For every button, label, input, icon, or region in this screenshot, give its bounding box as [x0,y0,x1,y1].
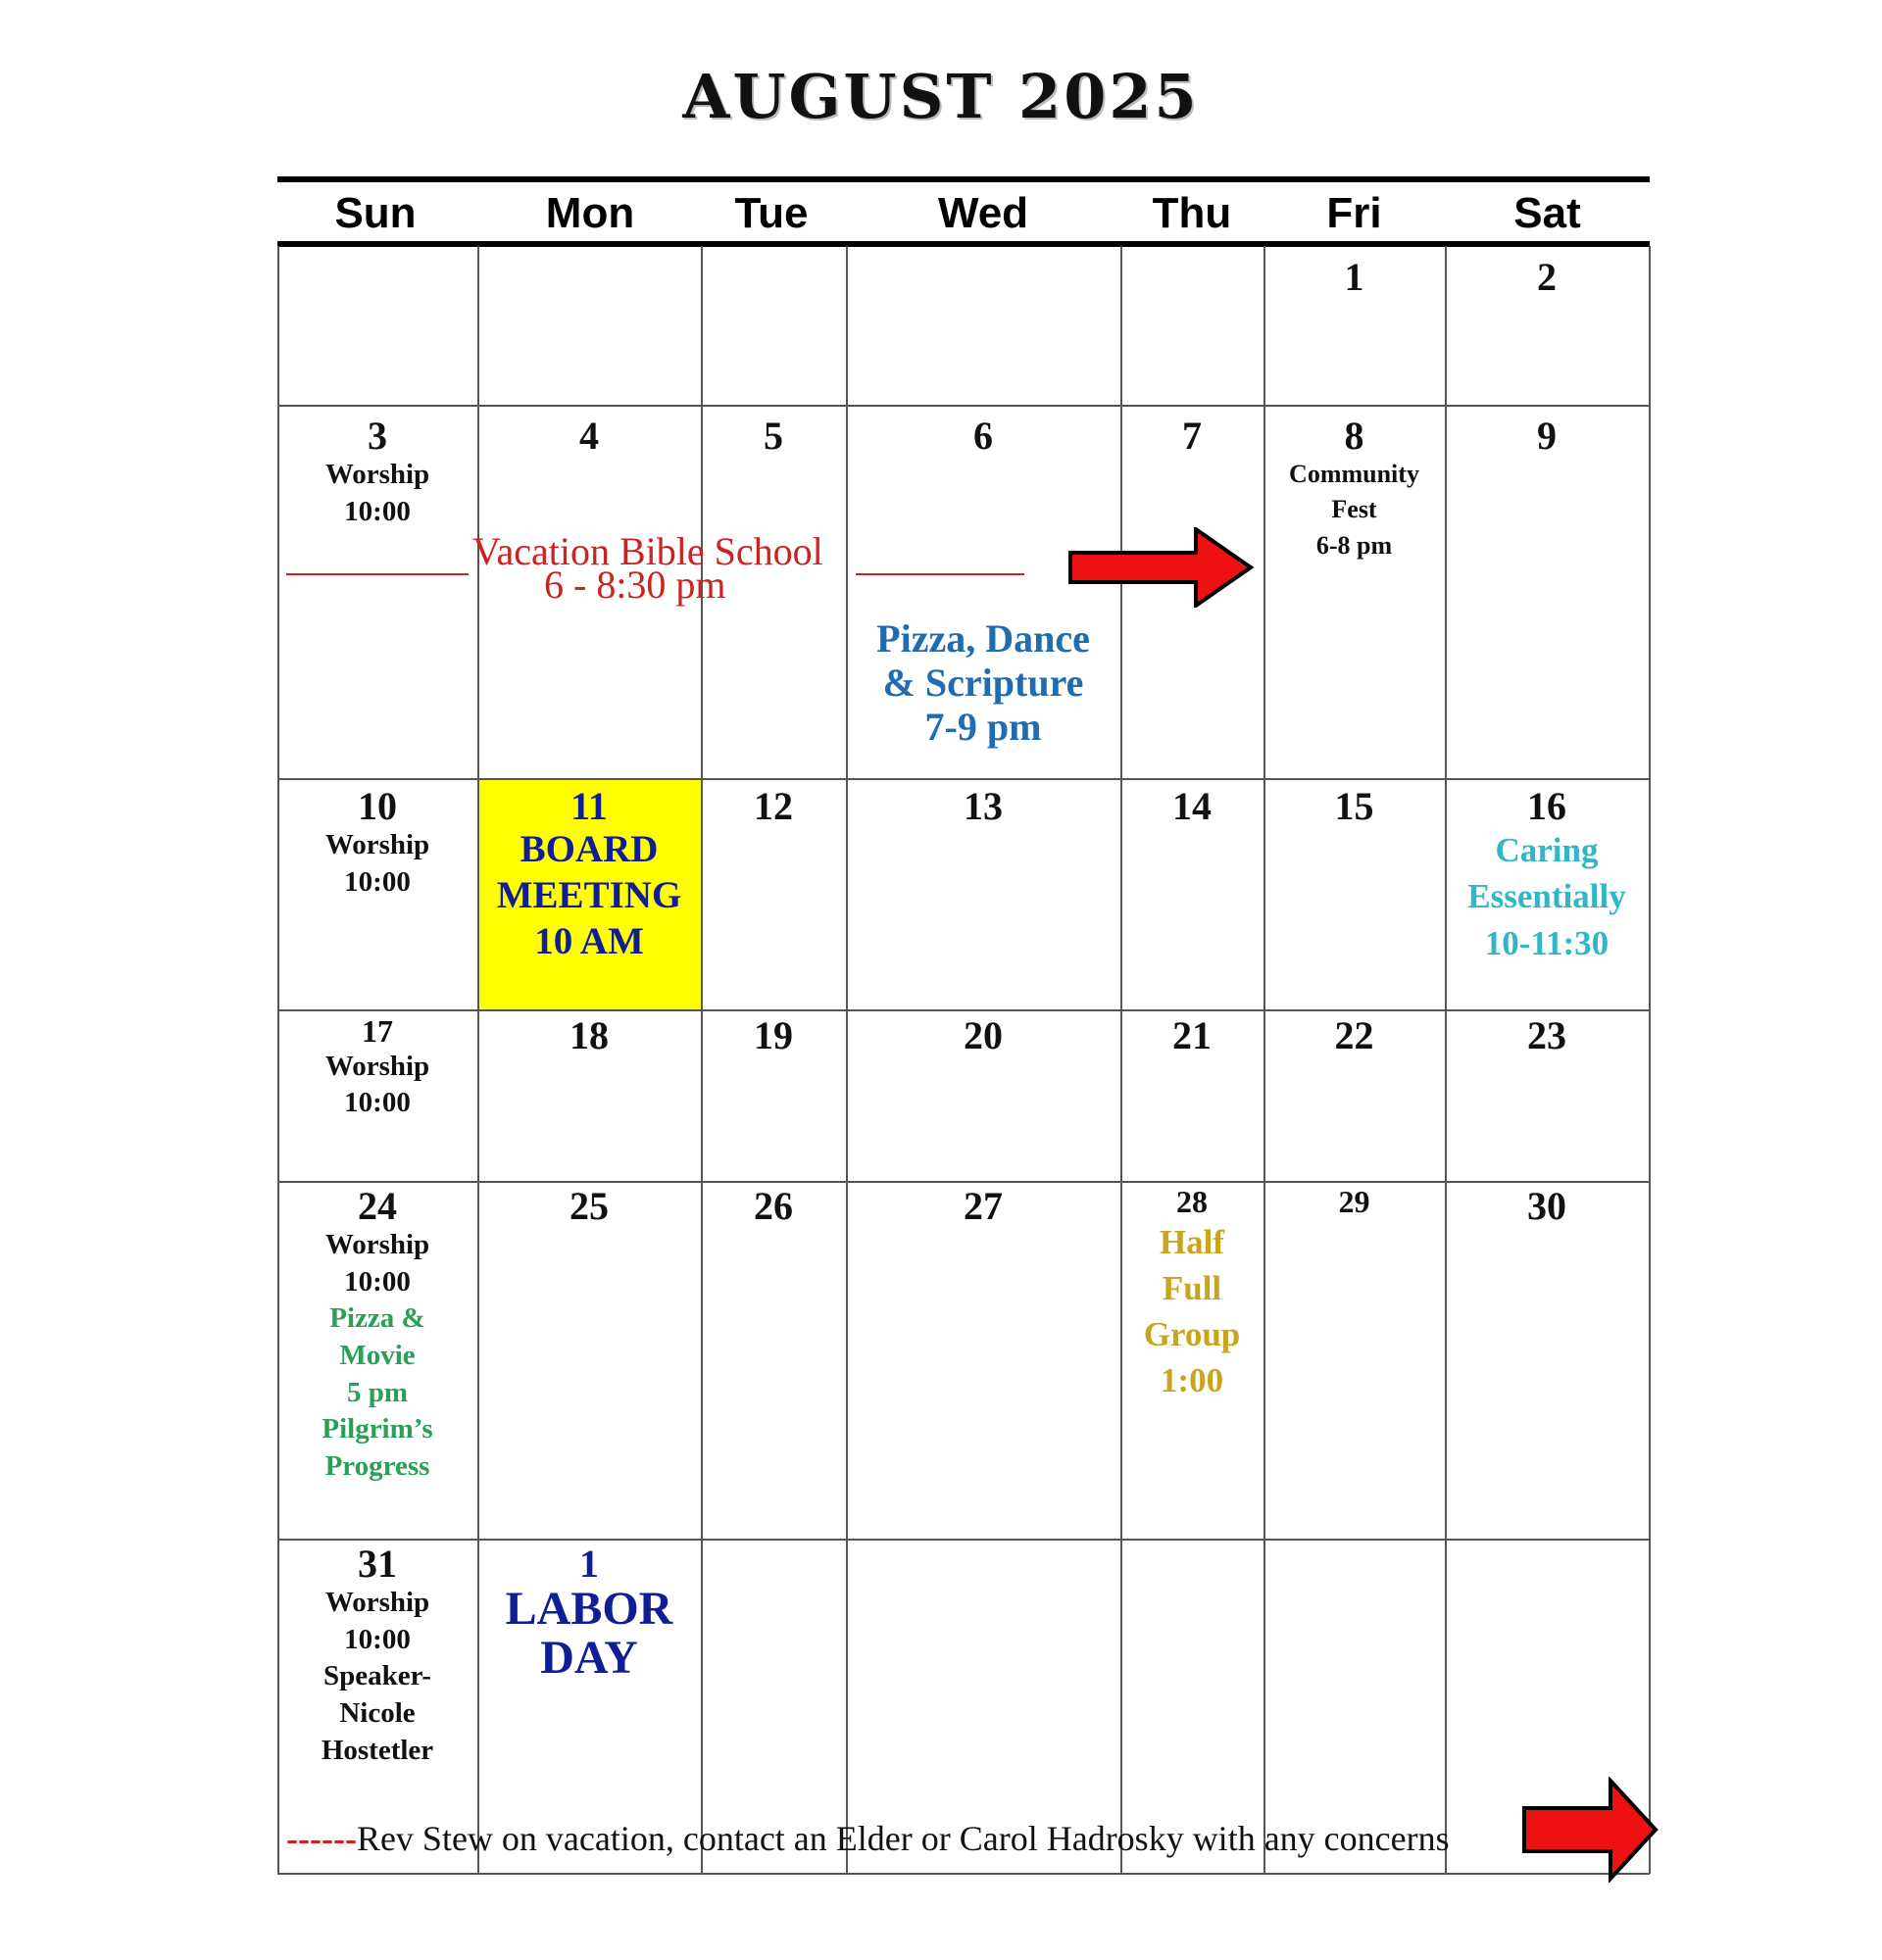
day-cell-aug-16 [1445,786,1649,966]
event-worship: Worship [324,459,430,490]
day-cell-aug-22 [1263,1015,1445,1056]
day-cell-aug-3 [277,416,477,530]
red-arrow-icon [1068,527,1255,608]
vacation-note [286,1818,1450,1859]
day-number: 19 [754,1013,793,1057]
day-number: 14 [1172,784,1212,828]
grid-line [277,778,1650,780]
event-speaker: Nicole [339,1697,416,1730]
day-cell-aug-7 [1120,416,1263,457]
day-cell-aug-10 [277,786,477,901]
event-caring-essentially: Caring [1495,831,1599,869]
day-cell-aug-24 [277,1186,477,1486]
day-cell-aug-4 [477,416,701,457]
event-speaker: Hostetler [321,1734,434,1766]
day-number: 8 [1344,414,1364,458]
grid-line [1649,246,1651,1874]
weekday-wed: Wed [937,189,1029,237]
grid-line [277,1539,1650,1541]
event-time: 6-8 pm [1315,530,1393,560]
event-pilgrims-progress: Progress [324,1450,430,1483]
weekday-thu: Thu [1152,189,1232,237]
event-labor-day: LABOR [505,1583,673,1635]
day-number: 13 [964,784,1003,828]
event-worship: Worship [324,1050,430,1082]
day-number: 20 [964,1013,1003,1057]
day-number: 4 [579,414,599,458]
day-number: 27 [964,1184,1003,1228]
header-bottom-rule [277,241,1650,247]
event-caring-essentially: Essentially [1467,877,1626,916]
day-number: 6 [973,414,993,458]
event-board-meeting: MEETING [496,873,682,916]
weekday-sun: Sun [334,189,417,237]
day-number: 16 [1527,784,1566,828]
day-number: 30 [1527,1184,1566,1228]
day-cell-aug-17 [277,1015,477,1122]
day-number: 1 [1344,255,1364,299]
grid-line [277,1181,1650,1183]
event-pizza-movie: Pizza & [329,1302,425,1335]
day-cell-aug-31 [277,1544,477,1769]
day-cell-aug-30 [1445,1186,1649,1227]
day-number: 2 [1537,255,1557,299]
event-time: 7-9 pm [924,704,1042,749]
event-pilgrims-progress: Pilgrim’s [322,1413,433,1446]
event-half-full-group: Full [1162,1268,1222,1307]
grid-line [277,405,1650,407]
day-cell-aug-25 [477,1186,701,1227]
event-line: Pizza, Dance [876,616,1090,661]
day-number: 18 [570,1013,609,1057]
day-cell-aug-11 [477,786,701,964]
vbs-time: 6 - 8:30 pm [544,563,726,607]
event-worship: Worship [324,1587,430,1618]
event-pizza-dance-scripture [846,617,1120,749]
day-cell-aug-2 [1445,257,1649,298]
grid-line [701,246,703,1874]
event-community-fest: Fest [1331,495,1377,524]
calendar-title: AUGUST 2025 [682,61,1200,132]
event-half-full-group: Half [1159,1222,1225,1261]
day-cell-aug-14 [1120,786,1263,827]
day-number: 3 [368,414,387,458]
event-line: & Scripture [882,660,1084,705]
day-cell-aug-13 [846,786,1120,827]
day-number: 21 [1172,1013,1212,1057]
weekday-tue: Tue [734,189,809,237]
day-number: 7 [1182,414,1202,458]
event-community-fest: Community [1289,460,1419,488]
day-number: 1 [579,1542,599,1586]
grid-line [277,1873,1650,1875]
event-time: 10:00 [344,495,411,527]
day-cell-aug-29 [1263,1186,1445,1219]
note-text: Rev Stew on vacation, contact an Elder or Carol Hadrosky with any concerns [356,1819,1450,1858]
day-number: 22 [1334,1013,1374,1057]
day-number: 28 [1176,1184,1208,1219]
event-time: 10:00 [344,1623,411,1655]
weekday-fri: Fri [1326,189,1382,237]
event-worship: Worship [324,1229,430,1260]
day-number: 31 [358,1542,397,1586]
header-top-rule [277,176,1650,182]
day-number: 24 [358,1184,397,1228]
event-time: 10-11:30 [1484,923,1610,962]
day-cell-aug-8 [1263,416,1445,564]
day-number: 17 [362,1013,393,1049]
event-pizza-movie: Movie [339,1340,416,1372]
event-time: 5 pm [346,1376,409,1408]
weekday-sat: Sat [1513,189,1581,237]
day-number: 15 [1334,784,1374,828]
grid-line [846,246,848,1874]
event-half-full-group: Group [1143,1315,1241,1354]
day-cell-aug-9 [1445,416,1649,457]
day-number: 10 [358,784,397,828]
day-cell-aug-20 [846,1015,1120,1056]
event-time: 10 AM [534,919,644,962]
day-cell-aug-5 [701,416,846,457]
event-time: 10:00 [344,1087,411,1119]
day-number: 29 [1338,1184,1370,1219]
day-cell-aug-15 [1263,786,1445,827]
red-arrow-icon [1522,1777,1659,1883]
day-cell-aug-26 [701,1186,846,1227]
grid-line [277,1009,1650,1011]
grid-line [1445,246,1447,1874]
day-cell-aug-27 [846,1186,1120,1227]
grid-line [1120,246,1122,1874]
day-number: 9 [1537,414,1557,458]
vbs-underline-left [286,573,469,575]
day-number: 23 [1527,1013,1566,1057]
day-cell-sep-1 [477,1544,701,1684]
event-time: 1:00 [1160,1361,1224,1400]
event-board-meeting: BOARD [520,828,659,870]
day-cell-aug-21 [1120,1015,1263,1056]
event-speaker: Speaker- [322,1660,432,1692]
event-time: 10:00 [344,1265,411,1298]
weekday-mon: Mon [545,189,635,237]
day-cell-aug-6 [846,416,1120,457]
day-cell-aug-19 [701,1015,846,1056]
event-labor-day: DAY [540,1632,638,1685]
day-number: 26 [754,1184,793,1228]
day-cell-aug-1 [1263,257,1445,298]
vbs-underline-right [856,573,1024,575]
day-number: 12 [754,784,793,828]
day-cell-aug-23 [1445,1015,1649,1056]
note-dashes: ------ [286,1819,357,1858]
day-number: 11 [570,784,608,828]
event-worship: Worship [324,829,430,860]
event-time: 10:00 [344,865,411,898]
day-number: 25 [570,1184,609,1228]
day-cell-aug-28 [1120,1186,1263,1404]
day-cell-aug-18 [477,1015,701,1056]
vbs-title: Vacation Bible School [472,529,823,573]
day-cell-aug-12 [701,786,846,827]
day-number: 5 [764,414,783,458]
